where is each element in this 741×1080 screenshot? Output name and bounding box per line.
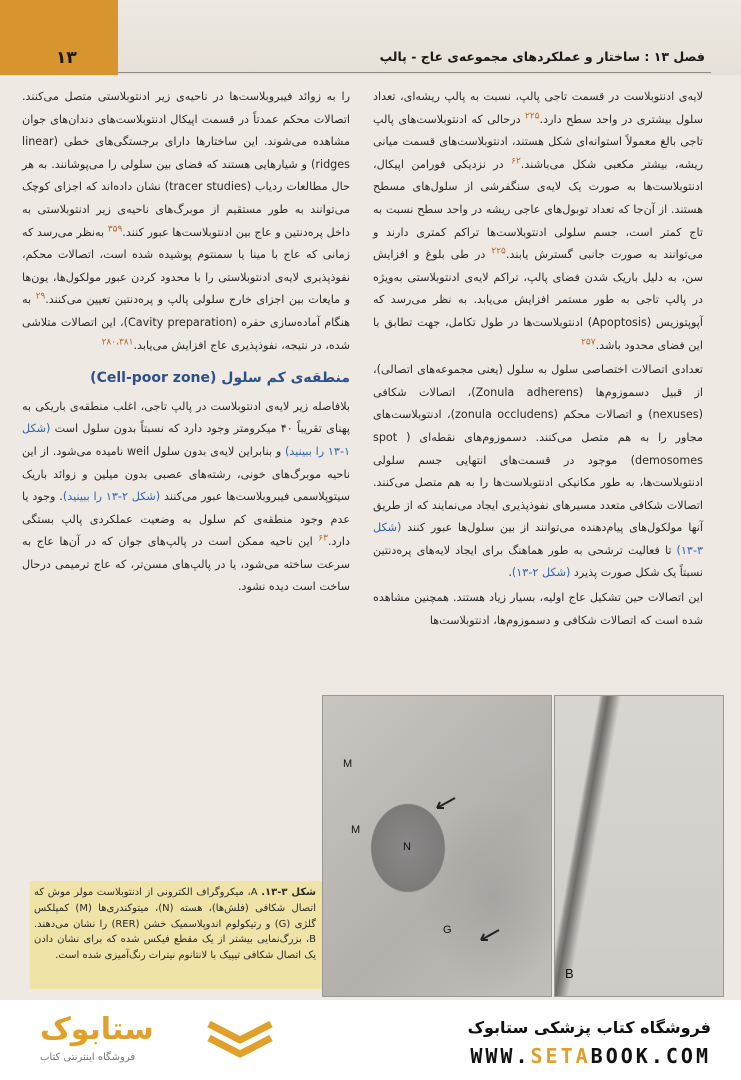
reference-number: ۶۲ [511,156,521,167]
reference-number: ۶۳ [318,533,328,544]
store-logo-text: ستابوک [40,1012,154,1047]
chapter-title: فصل ۱۳ : ساختار و عملکردهای مجموعه‌ی عاج - پالپ [379,49,705,64]
paragraph: را به زوائد فیبروبلاست‌ها در ناحیه‌ی زیر ادنتوبلاستی متصل می‌کنند. اتصالات محکم عمدتاً در قسمت اپیکال ادنتوبلاست‌های دندان‌های جوان مشاهده می‌شوند. این ساختارها دارای برجستگی‌های خطی (linear ridges) و شیارهایی هستند که فضای بین سلولی را می‌پوشانند. به هر حال مطالعات ردیاب (tracer studies) نشان داده‌اند که اجزای کوچک می‌توانند به طور مستقیم از موبرگ‌های ناحیه‌ی زیر ادنتوبلاستی به داخل پره‌دنتین و عاج بین ادنتوبلاست‌ها عبور کنند.$^{۳۵۹}$ به‌نظر می‌رسد که زمانی که عاج با مینا یا سمنتوم پوشیده شده است، اتصالات محکم، نفوذپذیری لایه‌ی ادنتوبلاستی را با محدود کردن عبور مولکول‌ها، یون‌ها و مایعات بین اجزای خارج سلولی پالپ و پره‌دنتین تعیین می‌کنند.$^{۲۹}$ به هنگام آماده‌سازی حفره (Cavity preparation)، این اتصالات متلاشی شده، در نتیجه، نفوذپذیری عاج افزایش می‌یابد.$^{۲۸۰،۳۸۱}$ [22,90,351,352]
figure-link[interactable]: (شکل ۲-۱۳ را ببینید) [62,490,161,504]
reference-number: ۲۲۵ [491,246,506,257]
left-text-column [22,86,350,601]
store-name: فروشگاه کتاب پزشکی ستابوک [467,1018,711,1037]
micrograph-b [554,695,724,997]
paragraph: بلافاصله زیر لایه‌ی ادنتوبلاست در پالپ تاجی، اغلب منطقه‌ی باریکی به پهنای تقریباً ۴۰ میکرومتر وجود دارد که نسبتاً بدون سلول است (شکل ۱-۱۳ را ببینید) و بنابراین لایه‌ی بدون سلول weil نامیده می‌شود. از این ناحیه موبرگ‌های خونی، رشته‌های عصبی بدون میلین و زوائد باریک سیتوپلاسمی فیبروبلاست‌ها عبور می‌کنند (شکل ۲-۱۳ را ببینید). وجود یا عدم وجود منطقه‌ی کم سلول به وضعیت عملکردی پالپ بستگی دارد.$^{۶۳}$ این ناحیه ممکن است در پالپ‌های جوان که در آن‌ها عاج به سرعت ساخته می‌شود، یا در پالپ‌های مسن‌تر، که عاج ترمیمی درحال ساخت است دیده نشود. [22,399,351,594]
micrograph-a [322,695,552,997]
figure-caption: شکل ۳-۱۳. A، میکروگراف الکترونی از ادنتوبلاست مولر موش که اتصال شکافی (فلش‌ها)، هسته (N)، میتوکندری‌ها (M) کمپلکس گلژی (G) و رتیکولوم اندوپلاسمیک خشن (RER) را نشان می‌دهند. B، بزرگ‌نمایی بیشتر از یک مقطع فیکس شده که برای نشان دادن یک اتصال شکافی تیپیک با لانتانوم نیترات رنگ‌آمیزی شده است. [34,887,317,962]
figure-link[interactable]: (شکل ۱-۱۳ را ببینید) [22,422,350,458]
figure-link[interactable]: (شکل ۳-۱۳) [373,521,703,557]
right-text-column [373,86,703,634]
reference-number: ۲۲۵ [525,110,540,121]
paragraph: تعدادی اتصالات اختصاصی سلول به سلول (یعنی مجموعه‌های اتصالی)، از قبیل دسموزوم‌ها (Zonula adherens)، اتصالات شکافی (nexuses) و اتصالات محکم (zonula occludens)، ادنتوبلاست‌های مجاور را به هم متصل می‌کنند. دسموزوم‌های نقطه‌ای ( spot demosomes) موجود در قسمت‌های انتهایی جسم سلولی ادنتوبلاست‌ها، به طور مکانیکی ادنتوبلاست‌ها را به هم متصل می‌کنند. اتصالات شکافی متعدد مسیرهای نفوذپذیری ایجاد می‌نمایند که از طریق آنها مولکول‌های پیام‌دهنده می‌توانند از بین سلول‌ها عبور کنند (شکل ۳-۱۳) تا فعالیت ترشحی به طور هماهنگ برای ایجاد لایه‌های پره‌دنتین نسبتاً یک شکل صورت پذیرد (شکل ۲-۱۳). [373,363,703,580]
page-number-box [0,0,118,75]
figure-caption-box [30,881,322,989]
reference-number: ۲۵۷ [581,336,596,347]
store-url[interactable]: WWW.SETABOOK.COM [470,1044,711,1068]
figure-label: M [343,758,353,770]
paragraph: این اتصالات حین تشکیل عاج اولیه، بسیار زیاد هستند. همچنین مشاهده شده است که اتصالات شکافی و دسموزوم‌ها، ادنتوبلاست‌ها [373,591,703,627]
section-heading: منطقه‌ی کم سلول (Cell-poor zone) [90,370,350,387]
page-number: ۱۳ [56,48,77,68]
figure-link[interactable]: (شکل ۲-۱۳) [511,566,571,580]
store-logo-subtitle: فروشگاه اینترنتی کتاب [40,1052,136,1063]
paragraph: لایه‌ی ادنتوبلاست در قسمت تاجی پالپ، نسبت به پالپ ریشه‌ای، تعداد سلول بیشتری در واحد سطح دارد.$^{۲۲۵}$ درحالی که ادنتوبلاست‌های پالپ تاجی بالغ معمولاً استوانه‌ای شکل هستند، ادنتوبلاست‌های قسمت میانی ریشه، بیشتر مکعبی شکل می‌باشند.$^{۶۲}$ در نزدیکی فورامن اپیکال، ادنتوبلاست‌ها به صورت یک لایه‌ی سنگفرشی از سلول‌های مسطح هستند. از آن‌جا که تعداد توبول‌های عاجی ریشه در واحد سطح نسبت به تاج کمتر است، جسم سلولی ادنتوبلاست‌ها تراکم کمتری دارند و می‌توانند به صورت جانبی گسترش یابند.$^{۲۲۵}$ در طی بلوغ و افزایش سن، به دلیل باریک شدن فضای پالپ، تراکم لایه‌ی ادنتوبلاستی به‌ویژه در پالپ تاجی به طور مستمر افزایش می‌یابد. به نظر می‌رسد که آپوپتوزیس (Apoptosis) ادنتوبلاست‌ها در طول تکامل، جهت تطابق با این فضای محدود باشد.$^{۲۵۷}$ [373,90,704,352]
figure-label: N [403,841,411,853]
figure-label: B [565,966,574,981]
arrow-icon [475,928,501,944]
figure-label: M [351,824,361,836]
book-logo-icon [205,1014,275,1066]
reference-number: ۲۸۰،۳۸۱ [101,336,134,347]
figure-label: G [443,924,452,936]
arrow-icon [431,796,457,812]
store-footer [0,1000,741,1080]
header-divider [118,72,711,73]
reference-number: ۲۹ [35,291,46,302]
reference-number: ۳۵۹ [107,223,123,234]
figure [22,695,722,995]
